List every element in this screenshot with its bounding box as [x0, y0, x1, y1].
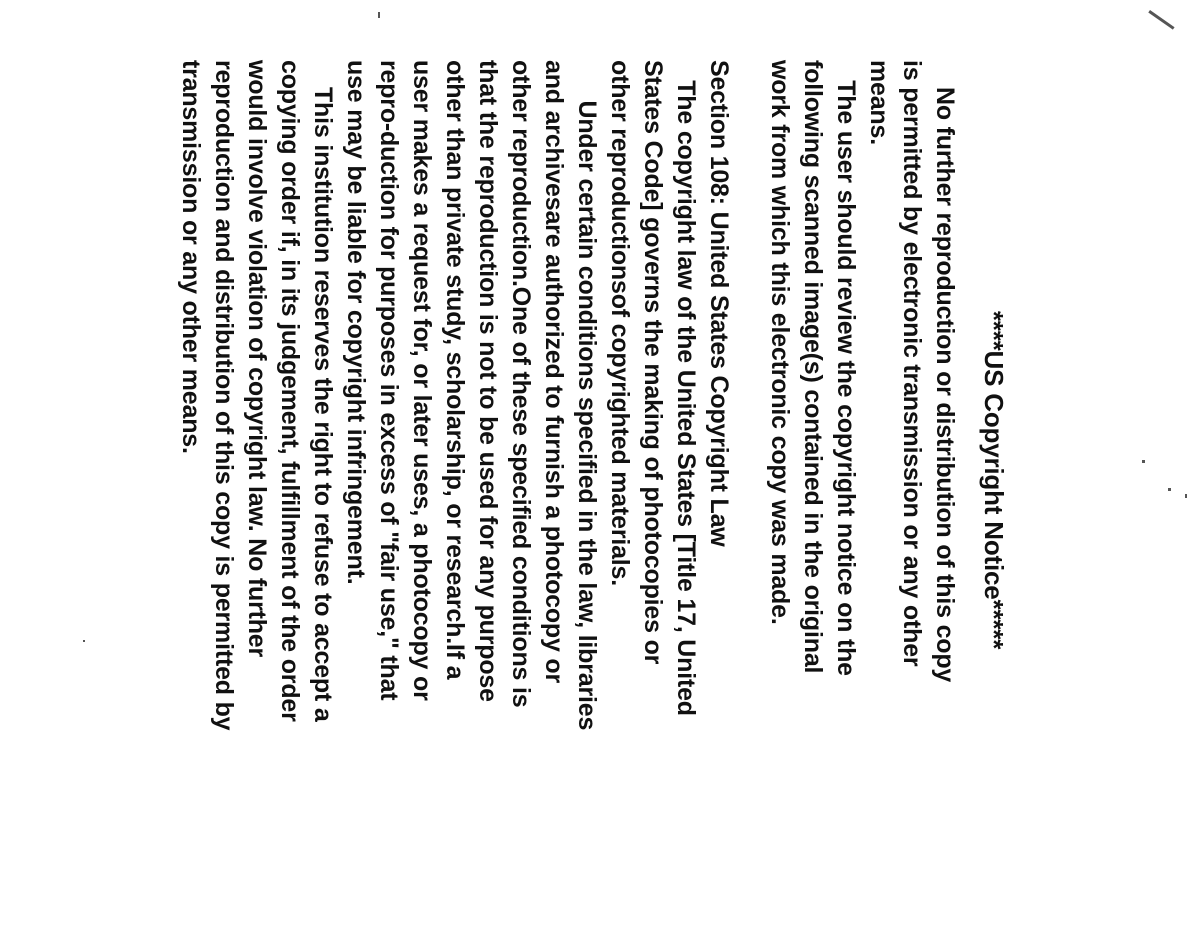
notice-paragraph-reproduction: [763, 60, 961, 880]
text-line: States Code] governs the making of photocopies or: [639, 60, 667, 665]
scan-speck: [1142, 460, 1145, 463]
scan-speck: [378, 12, 380, 18]
text-line: other than private study, scholarship, or research.If a: [441, 60, 469, 680]
section-108-text: [174, 60, 735, 880]
notice-title: ****US Copyright Notice*****: [979, 310, 1009, 650]
text-line: reproduction and distribution of this copy is permitted by: [210, 60, 238, 731]
text-line: following scanned image(s) contained in the original: [799, 60, 827, 674]
text-line: Under certain conditions specified in the law, libraries: [573, 60, 601, 731]
scan-speck: [1168, 488, 1171, 491]
text-line: The user should review the copyright notice on the: [832, 60, 860, 676]
copyright-notice: [177, 60, 1010, 880]
text-line: This institution reserves the right to refuse to accept a: [309, 60, 337, 722]
text-line: that the reproduction is not to be used for any purpose: [474, 60, 502, 702]
text-line: copying order if, in its judgement, fulfillment of the order: [276, 60, 304, 722]
scan-speck: [83, 640, 85, 642]
text-line: No further reproduction or distribution of this copy: [931, 60, 959, 683]
scan-speck: [1148, 10, 1174, 30]
scan-speck: [1185, 494, 1187, 498]
text-line: other reproductionsof copyrighted materials.: [606, 60, 634, 587]
text-line: work from which this electronic copy was made.: [766, 60, 794, 625]
text-line: other reproduction.One of these specified conditions is: [507, 60, 535, 708]
text-line: means.: [865, 60, 893, 145]
text-line: would involve violation of copyright law. No further: [243, 60, 271, 658]
text-line: user makes a request for, or later uses, a photocopy or: [408, 60, 436, 701]
text-line: and archivesare authorized to furnish a photocopy or: [540, 60, 568, 684]
text-line: repro-duction for purposes in excess of "fair use," that: [375, 60, 403, 701]
text-line: The copyright law of the United States [Title 17, United: [672, 60, 700, 716]
text-line: is permitted by electronic transmission or any other: [898, 60, 926, 667]
text-line: transmission or any other means.: [177, 60, 205, 454]
text-line: use may be liable for copyright infringement.: [342, 60, 370, 585]
section-heading: Section 108: United States Copyright Law: [705, 60, 733, 547]
